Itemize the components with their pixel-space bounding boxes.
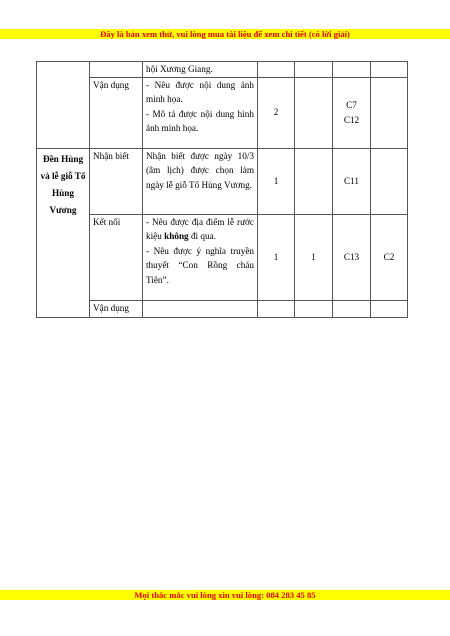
table-row xyxy=(37,62,408,78)
table-row xyxy=(37,300,408,317)
question-code: C12 xyxy=(343,114,360,125)
content-line: - Nêu được nội dung ảnh minh họa. xyxy=(146,79,254,104)
content-cell: hội Xương Giang. xyxy=(143,62,258,78)
count-cell: 1 xyxy=(258,148,295,214)
topic-cell-empty xyxy=(37,62,90,149)
emphasis-word: không xyxy=(164,231,189,241)
content-line: - Nêu được địa điểm lễ rước kiệu không đi qua. xyxy=(146,216,254,241)
question-codes-cell xyxy=(333,77,371,148)
topic-cell xyxy=(37,148,90,317)
question-codes-cell: C11 xyxy=(333,148,371,214)
table-row xyxy=(37,214,408,300)
count-cell: 1 xyxy=(258,214,295,300)
table-row xyxy=(37,77,408,148)
level-cell: Vận dụng xyxy=(90,77,143,148)
content-cell: Nhận biết được ngày 10/3 (âm lịch) được chọn làm ngày lễ giỗ Tổ Hùng Vương. xyxy=(143,148,258,214)
question-code: C7 xyxy=(346,100,357,110)
level-cell-empty xyxy=(90,62,143,78)
level-cell: Kết nối xyxy=(90,214,143,300)
topic-title: Đền Hùng và lễ giỗ Tổ Hùng Vương xyxy=(40,153,86,215)
content-cell xyxy=(143,214,258,300)
contact-text: Mọi thắc mắc vui lòng xin vui lòng: 084 283 45 85 xyxy=(134,590,316,600)
count-cell: 2 xyxy=(258,77,295,148)
table-row xyxy=(37,148,408,214)
contact-banner xyxy=(0,590,450,600)
level-cell: Vận dụng xyxy=(90,300,143,317)
content-line: - Mô tả được nội dung hình ảnh minh họa. xyxy=(146,108,254,133)
content-cell xyxy=(143,77,258,148)
level-cell: Nhận biết xyxy=(90,148,143,214)
question-codes-cell: C2 xyxy=(371,214,408,300)
count-cell: 1 xyxy=(295,214,333,300)
assessment-matrix-table xyxy=(36,61,408,318)
preview-notice-banner xyxy=(0,29,450,39)
content-line: - Nêu được ý nghĩa truyền thuyết “Con Rồng cháu Tiên”. xyxy=(146,245,254,285)
preview-notice-text: Đây là bản xem thử, vui lòng mua tài liệu để xem chi tiết (có lời giải) xyxy=(100,29,350,39)
question-codes-cell: C13 xyxy=(333,214,371,300)
